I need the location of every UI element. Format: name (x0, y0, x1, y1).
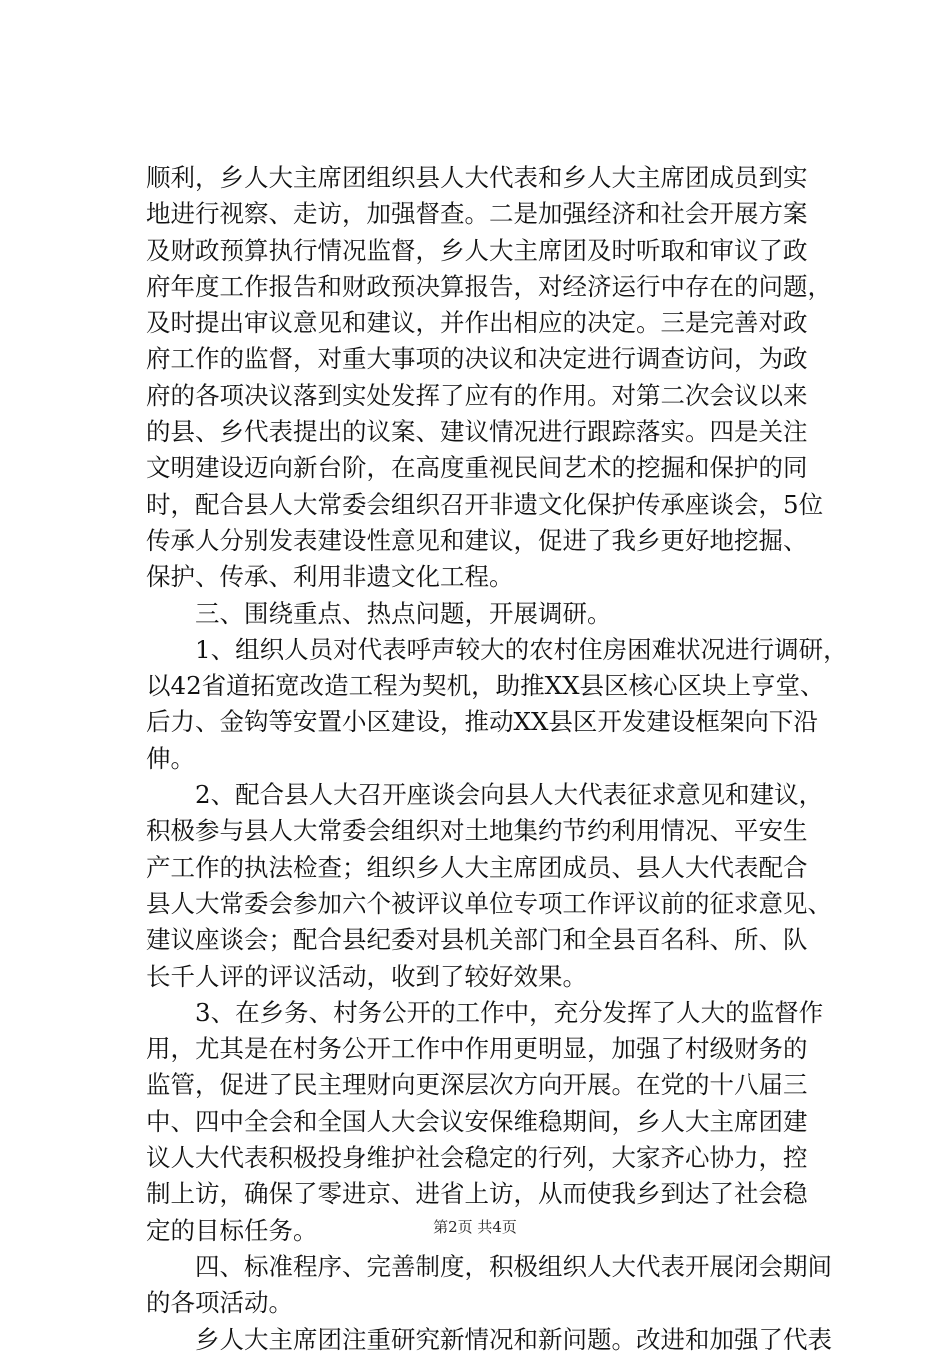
document-body (146, 160, 848, 1358)
text-line: 后力、金钩等安置小区建设，推动XX县区开发建设框架向下沿 (146, 707, 818, 737)
text-line: 顺利，乡人大主席团组织县人大代表和乡人大主席团成员到实 (146, 163, 808, 192)
text-line: 文明建设迈向新台阶，在高度重视民间艺术的挖掘和保护的同 (146, 453, 808, 483)
section-heading: 四、标准程序、完善制度，积极组织人大代表开展闭会期间 (146, 1251, 832, 1281)
text-line: 及财政预算执行情况监督，乡人大主席团及时听取和审议了政 (146, 235, 808, 265)
text-line: 保护、传承、利用非遗文化工程。 (146, 562, 514, 592)
text-line: 长千人评的评议活动，收到了较好效果。 (146, 961, 587, 991)
text-line: 监管，促进了民主理财向更深层次方向开展。在党的十八届三 (146, 1070, 808, 1100)
text-line: 县人大常委会参加六个被评议单位专项工作评议前的征求意见、 (146, 888, 832, 918)
text-line: 乡人大主席团注重研究新情况和新问题。改进和加强了代表 (146, 1324, 832, 1354)
text-line: 府工作的监督，对重大事项的决议和决定进行调查访问，为政 (146, 344, 808, 374)
text-line: 中、四中全会和全国人大会议安保维稳期间，乡人大主席团建 (146, 1106, 808, 1136)
text-line: 及时提出审议意见和建议，并作出相应的决定。三是完善对政 (146, 308, 808, 338)
text-line: 以42省道拓宽改造工程为契机，助推XX县区核心区块上亨堂、 (146, 671, 825, 701)
text-line: 用，尤其是在村务公开工作中作用更明显，加强了村级财务的 (146, 1034, 808, 1064)
text-line: 2、配合县人大召开座谈会向县人大代表征求意见和建议， (146, 780, 824, 810)
text-line: 建议座谈会；配合县纪委对县机关部门和全县百名科、所、队 (146, 925, 808, 955)
text-line: 议人大代表积极投身维护社会稳定的行列，大家齐心协力，控 (146, 1143, 808, 1173)
text-line: 产工作的执法检查；组织乡人大主席团成员、县人大代表配合 (146, 852, 808, 882)
text-line: 1、组织人员对代表呼声较大的农村住房困难状况进行调研， (146, 634, 848, 664)
text-line: 定的目标任务。 (146, 1215, 318, 1245)
text-line: 积极参与县人大常委会组织对土地集约节约利用情况、平安生 (146, 816, 808, 846)
text-line: 府年度工作报告和财政预决算报告，对经济运行中存在的问题， (146, 271, 832, 301)
text-line: 传承人分别发表建设性意见和建议，促进了我乡更好地挖掘、 (146, 525, 808, 555)
text-line: 地进行视察、走访，加强督查。二是加强经济和社会开展方案 (146, 199, 808, 229)
text-line: 的各项活动。 (146, 1288, 293, 1318)
text-line: 伸。 (146, 743, 195, 773)
text-line: 制上访，确保了零进京、进省上访，从而使我乡到达了社会稳 (146, 1179, 808, 1209)
text-line: 3、在乡务、村务公开的工作中，充分发挥了人大的监督作 (146, 997, 824, 1027)
text-line: 时，配合县人大常委会组织召开非遗文化保护传承座谈会，5位 (146, 489, 824, 519)
text-line: 府的各项决议落到实处发挥了应有的作用。对第二次会议以来 (146, 380, 808, 410)
section-heading: 三、围绕重点、热点问题，开展调研。 (146, 598, 612, 628)
text-line: 的县、乡代表提出的议案、建议情况进行跟踪落实。四是关注 (146, 417, 808, 447)
page-number: 第2页 共4页 (433, 1218, 517, 1236)
